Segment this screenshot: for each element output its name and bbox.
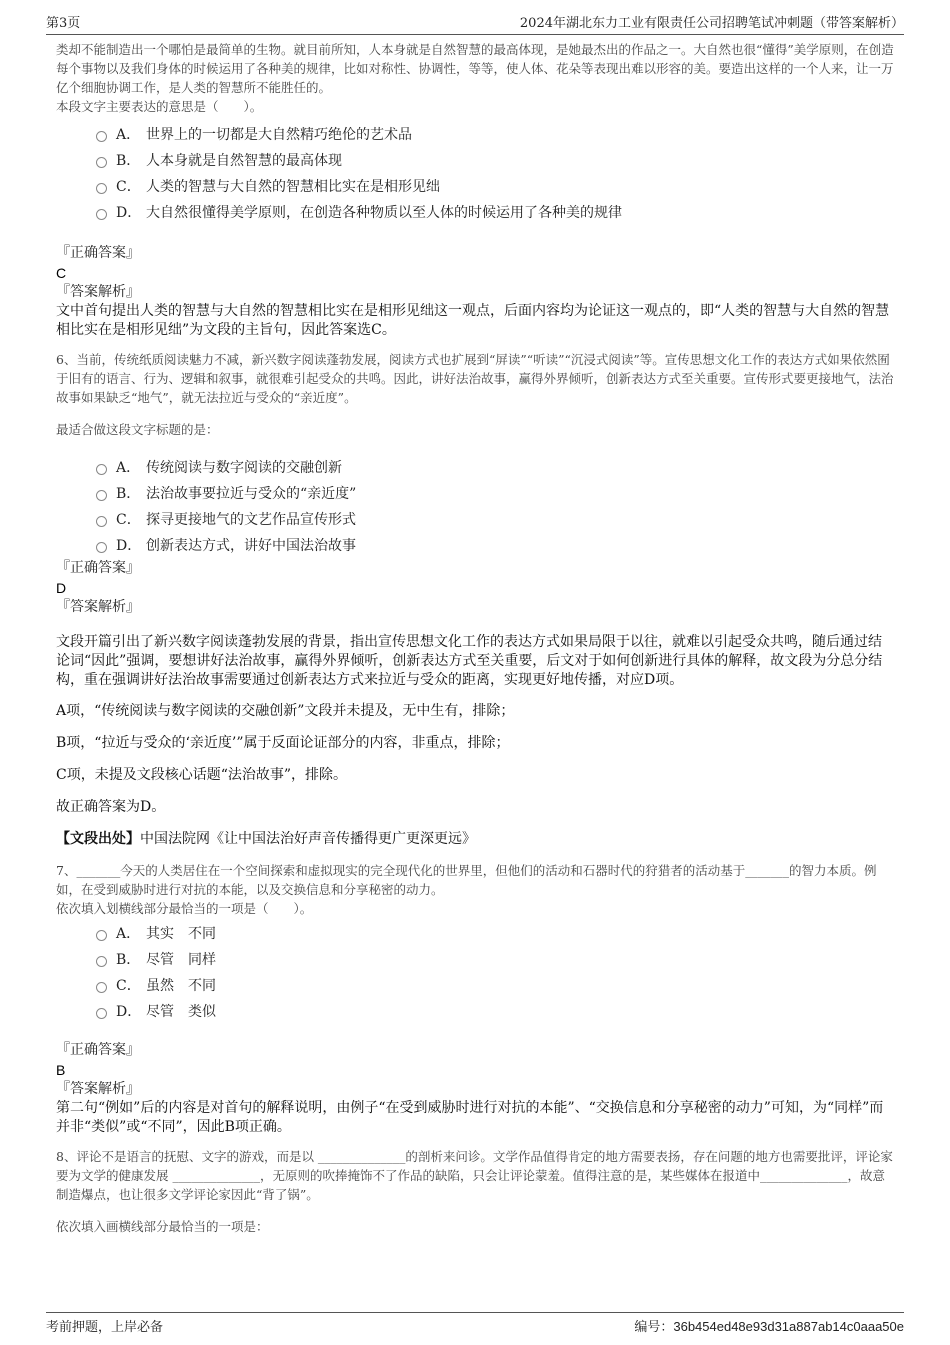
q7-answer: B (56, 1062, 66, 1078)
page-content (56, 40, 894, 1236)
option-letter: D． (116, 538, 142, 554)
option-letter: B． (116, 153, 141, 169)
option-letter: A． (116, 926, 141, 942)
document-title: 2024年湖北东力工业有限责任公司招聘笔试冲刺题（带答案解析） (519, 16, 904, 31)
page-header (46, 12, 904, 35)
q6-source-label: 【文段出处】 (56, 831, 140, 847)
option-word-2: 类似 (188, 1004, 216, 1020)
option-letter: B． (116, 486, 141, 502)
radio-icon[interactable] (96, 542, 107, 553)
q7-analysis: 第二句“例如”后的内容是对首句的解释说明，由例子“在受到威胁时进行对抗的本能”、“交换信息和分享秘密的动力”可知，为“同样”而并非“类似”或“不同”，因此B项正确。 (56, 1100, 884, 1135)
q6-answer-label: 『正确答案』 (56, 560, 140, 576)
q6-passage: 6、当前，传统纸质阅读魅力不减，新兴数字阅读蓬勃发展，阅读方式也扩展到“屏读”“听读”“沉浸式阅读”等。宣传思想文化工作的表达方式如果依然囿于旧有的语言、行为、逻辑和叙事，就很难引起受众的共鸣。因此，讲好法治故事，赢得外界倾听，创新表达方式至关重要。宣传形式要更接地气，法治故事如果缺乏“地气”，就无法拉近与受众的“亲近度”。 (56, 352, 894, 405)
radio-icon[interactable] (96, 183, 107, 194)
q8-prompt: 依次填入画横线部分最恰当的一项是： (56, 1219, 269, 1234)
radio-icon[interactable] (96, 956, 107, 967)
q5-option-a[interactable] (96, 122, 894, 148)
radio-icon[interactable] (96, 131, 107, 142)
radio-icon[interactable] (96, 157, 107, 168)
radio-icon[interactable] (96, 209, 107, 220)
q5-analysis: 文中首句提出人类的智慧与大自然的智慧相比实在是相形见绌这一观点，后面内容均为论证这一观点的，即“人类的智慧与大自然的智慧相比实在是相形见绌”为文段的主旨句，因此答案选C。 (56, 303, 890, 338)
q7-analysis-label: 『答案解析』 (56, 1081, 140, 1097)
page-number: 第3页 (46, 16, 81, 31)
option-word-2: 不同 (188, 926, 216, 942)
q7-option-b[interactable] (96, 947, 894, 973)
option-letter: C． (116, 179, 141, 195)
option-letter: C． (116, 978, 141, 994)
q7-options (96, 921, 894, 1025)
q6-answer: D (56, 580, 67, 596)
q7-passage: 7、_______今天的人类居住在一个空间探索和虚拟现实的完全现代化的世界里，但他们的活动和石器时代的狩猎者的活动基于_______的智力本质。例如，在受到威胁时进行对抗的本能，以及交换信息和分享秘密的动力。 (56, 863, 877, 897)
q6-conclusion: 故正确答案为D。 (56, 799, 166, 815)
option-letter: B． (116, 952, 141, 968)
q7-prompt: 依次填入划横线部分最恰当的一项是（ ）。 (56, 901, 313, 916)
q6-options (96, 455, 894, 559)
option-text: 法治故事要拉近与受众的“亲近度” (146, 486, 357, 502)
q6-note-a: A项，“传统阅读与数字阅读的交融创新”文段并未提及，无中生有，排除； (56, 703, 515, 719)
option-text: 人类的智慧与大自然的智慧相比实在是相形见绌 (146, 179, 440, 195)
q5-option-d[interactable] (96, 200, 894, 226)
option-text: 人本身就是自然智慧的最高体现 (146, 153, 342, 169)
option-letter: A． (116, 460, 141, 476)
q5-prompt: 本段文字主要表达的意思是（ ）。 (56, 99, 263, 114)
option-word-1: 虽然 (146, 978, 174, 994)
q6-option-a[interactable] (96, 455, 894, 481)
q6-option-b[interactable] (96, 481, 894, 507)
radio-icon[interactable] (96, 930, 107, 941)
option-word-1: 尽管 (146, 1004, 174, 1020)
q5-answer: C (56, 265, 67, 281)
q5-answer-label: 『正确答案』 (56, 245, 140, 261)
radio-icon[interactable] (96, 490, 107, 501)
option-text: 传统阅读与数字阅读的交融创新 (146, 460, 342, 476)
q6-option-c[interactable] (96, 507, 894, 533)
q6-prompt: 最适合做这段文字标题的是： (56, 422, 219, 437)
radio-icon[interactable] (96, 982, 107, 993)
code-value: 36b454ed48e93d31a887ab14c0aaa50e (673, 1319, 904, 1334)
option-text: 大自然很懂得美学原则，在创造各种物质以至人体的时候运用了各种美的规律 (146, 205, 622, 221)
radio-icon[interactable] (96, 1008, 107, 1019)
q6-source-text: 中国法院网《让中国法治好声音传播得更广更深更远》 (140, 831, 476, 847)
q8-passage: 8、评论不是语言的抚慰、文字的游戏，而是以 ______________的剖析来问诊。文学作品值得肯定的地方需要表扬，存在问题的地方也需要批评，评论家要为文学的健康发展 ______________，无原则的吹捧掩饰不了作品的缺陷，只会让评论蒙羞。值得注意的是，某些媒体在报道中______________，故意制造爆点，也让很多文学评论家因此“背了锅”。 (56, 1149, 893, 1202)
footer-slogan: 考前押题，上岸必备 (46, 1320, 164, 1335)
option-letter: D． (116, 1004, 142, 1020)
q6-note-c: C项，未提及文段核心话题“法治故事”，排除。 (56, 767, 348, 783)
q6-option-d[interactable] (96, 533, 894, 559)
q5-option-b[interactable] (96, 148, 894, 174)
q5-options (96, 122, 894, 226)
q7-option-c[interactable] (96, 973, 894, 999)
option-word-1: 其实 (146, 926, 174, 942)
q5-analysis-label: 『答案解析』 (56, 284, 140, 300)
option-letter: C． (116, 512, 141, 528)
q5-passage: 类却不能制造出一个哪怕是最简单的生物。就目前所知，人本身就是自然智慧的最高体现，是她最杰出的作品之一。大自然也很“懂得”美学原则，在创造每个事物以及我们身体的时候运用了各种美的规律，比如对称性、协调性，等等，使人体、花朵等表现出难以形容的美。要造出这样的一个人来，让一万亿个细胞协调工作，是人类的智慧所不能胜任的。 (56, 42, 894, 95)
page-footer (46, 1312, 904, 1335)
option-text: 探寻更接地气的文艺作品宣传形式 (146, 512, 356, 528)
option-word-1: 尽管 (146, 952, 174, 968)
q6-source (56, 830, 894, 849)
option-word-2: 同样 (188, 952, 216, 968)
q6-note-b: B项，“拉近与受众的‘亲近度’”属于反面论证部分的内容，非重点，排除； (56, 735, 510, 751)
q5-option-c[interactable] (96, 174, 894, 200)
q6-analysis: 文段开篇引出了新兴数字阅读蓬勃发展的背景，指出宣传思想文化工作的表达方式如果局限于以往，就难以引起受众共鸣，随后通过结论词“因此”强调，要想讲好法治故事，赢得外界倾听，创新表达方式至关重要，后文对于如何创新进行具体的解释，故文段为分总分结构，重在强调讲好法治故事需要通过创新表达方式来拉近与受众的距离，实现更好地传播，对应D项。 (56, 634, 883, 688)
option-word-2: 不同 (188, 978, 216, 994)
code-label: 编号： (634, 1320, 674, 1335)
q7-answer-label: 『正确答案』 (56, 1042, 140, 1058)
radio-icon[interactable] (96, 516, 107, 527)
option-text: 世界上的一切都是大自然精巧绝伦的艺术品 (146, 127, 412, 143)
option-letter: D． (116, 205, 142, 221)
option-letter: A． (116, 127, 141, 143)
radio-icon[interactable] (96, 464, 107, 475)
q6-analysis-label: 『答案解析』 (56, 599, 140, 615)
document-code (634, 1316, 904, 1335)
option-text: 创新表达方式，讲好中国法治故事 (146, 538, 356, 554)
q7-option-d[interactable] (96, 999, 894, 1025)
q7-option-a[interactable] (96, 921, 894, 947)
